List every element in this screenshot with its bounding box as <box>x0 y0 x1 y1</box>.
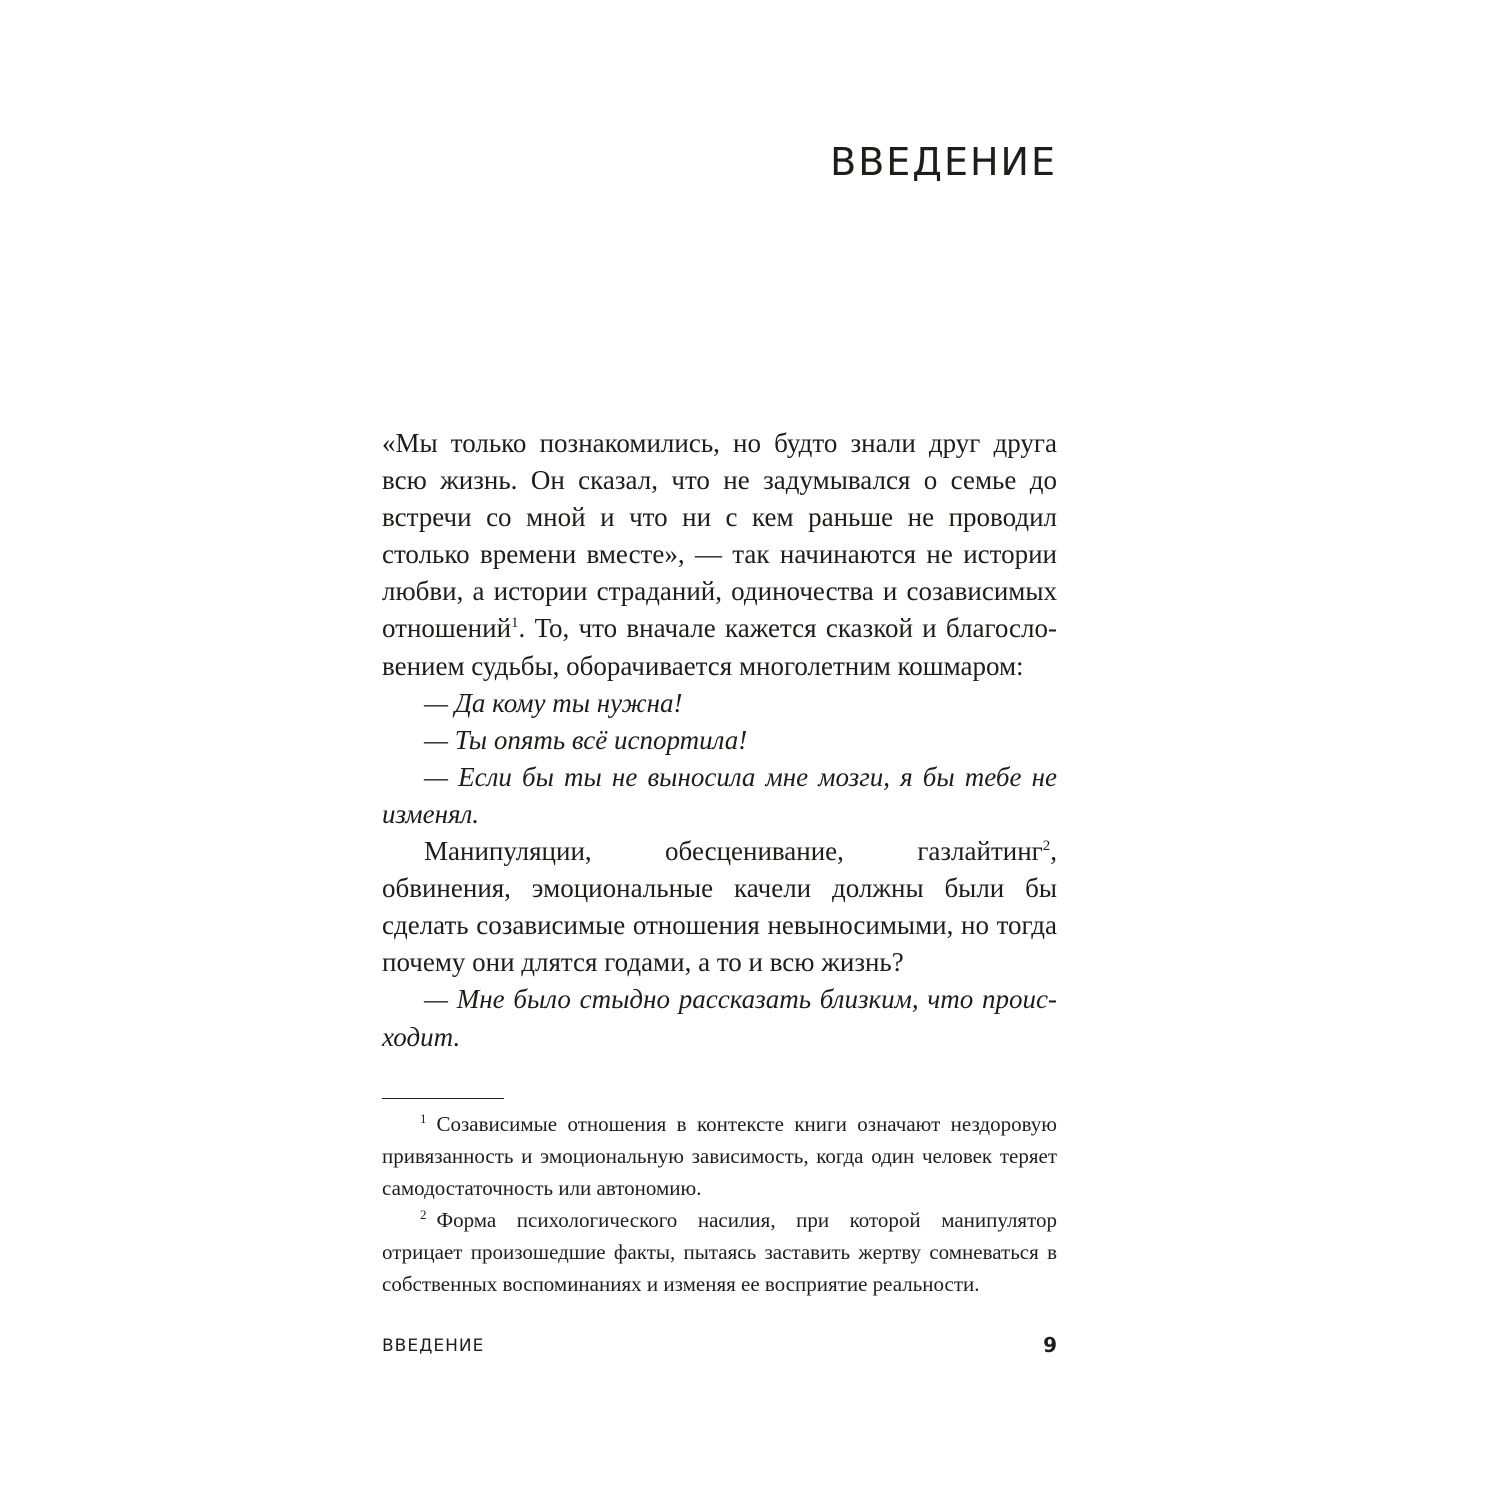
paragraph-2-text-b: , обвинения, эмоциональные качели должны были бы сделать созависимые отношения невыносимыми, но тогда почему они длятся годами, а то и всю жизнь? <box>382 836 1057 978</box>
footnote-1-number: 1 <box>420 1111 427 1126</box>
paragraph-2 <box>382 833 1057 981</box>
paragraph-1-text-b: . То, что вначале кажется сказкой и благословением судьбы, оборачивается многолетним кошмаром: <box>382 613 1057 681</box>
dialog-line-1: — Да кому ты нужна! <box>424 687 683 718</box>
paragraph-2-text-a: Манипуляции, обесценивание, газлайтинг <box>424 836 1043 867</box>
chapter-title: ВВЕДЕНИЕ <box>830 140 1057 184</box>
footnote-1 <box>382 1108 1057 1204</box>
body-text <box>382 425 1057 1056</box>
footnote-divider <box>382 1098 504 1099</box>
running-head: ВВЕДЕНИЕ <box>382 1336 485 1356</box>
dialog-line-2: — Ты опять всё испортила! <box>424 724 748 755</box>
footnote-2 <box>382 1204 1057 1300</box>
page-number: 9 <box>1043 1333 1057 1357</box>
dialog-line-3: — Если бы ты не выносила мне мозги, я бы тебе не изменял. <box>382 761 1057 829</box>
footnote-2-text: Форма психологического насилия, при которой манипулятор отрицает произошедшие факты, пытаясь заставить жертву сомневаться в собственных воспоминаниях и изменяя ее восприятие реальности. <box>382 1208 1057 1296</box>
paragraph-1 <box>382 425 1057 685</box>
dialog-line-4: — Мне было стыдно рассказать близким, что происходит. <box>382 984 1057 1052</box>
footnote-2-number: 2 <box>420 1207 427 1222</box>
footnote-1-text: Созависимые отношения в контексте книги означают нездоровую привязанность и эмоциональную зависимость, когда один человек теряет самодостаточность или автономию. <box>382 1112 1057 1200</box>
footnote-ref-2: 2 <box>1042 838 1051 855</box>
paragraph-1-text-a: «Мы только познакомились, но будто знали друг друга всю жизнь. Он сказал, что не задумывался о семье до встречи со мной и что ни с кем раньше не проводил столько времени вместе», — так начинаются не истории любви, а истории страданий, одиночества и созависимых отношений <box>382 428 1057 644</box>
footnote-ref-1: 1 <box>511 615 519 632</box>
footnotes <box>382 1108 1057 1300</box>
